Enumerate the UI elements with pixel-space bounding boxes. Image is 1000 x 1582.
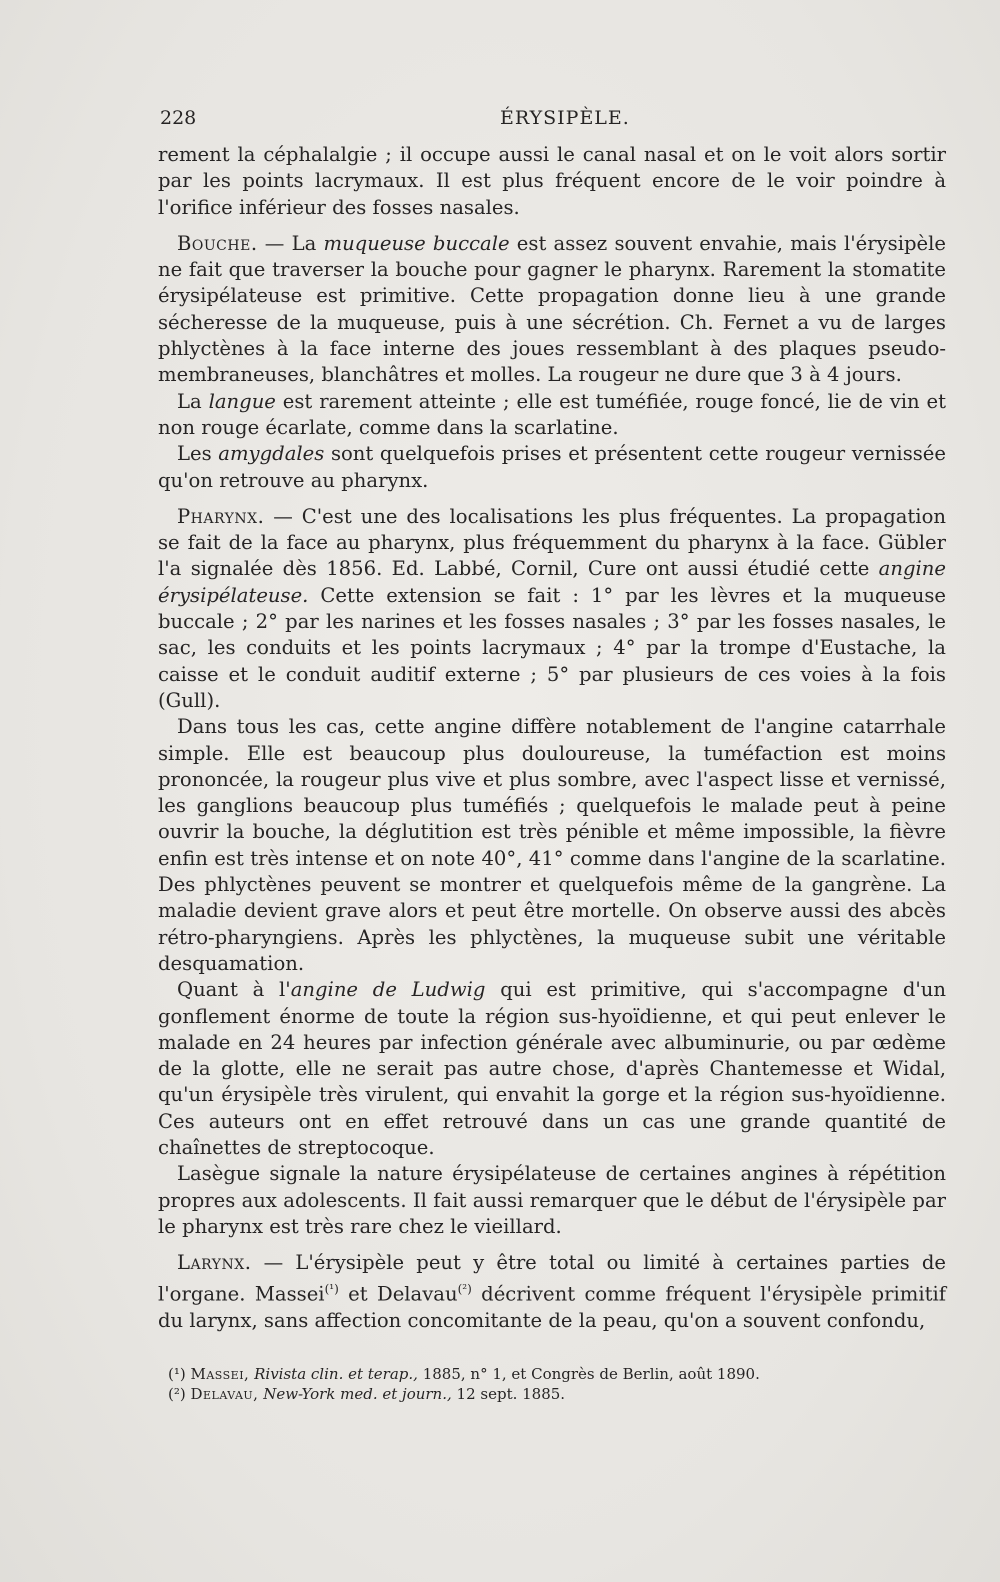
paragraph-langue [158,389,946,442]
paragraph-text: Quant à l' [177,978,291,1002]
paragraph-text: Dans tous les cas, cette angine diffère notablement de l'angine catarrhale simple. Elle est beaucoup plus douloureuse, la tuméfaction est moins prononcée, la rougeur plus vive et plus sombre, avec l'aspect lisse et vernissé, les ganglions beaucoup plus tuméfiés ; quelquefois le malade peut à peine ouvrir la bouche, la déglutition est très pénible et même impossible, la fièvre enfin est très intense et on note 40°, 41° comme dans l'angine de la scarlatine. Des phlyctènes peuvent se montrer et quelquefois même de la gangrène. La maladie devient grave alors et peut être mortelle. On observe aussi des abcès rétro-pharyngiens. Après les phlyctènes, la muqueuse subit une véritable desquamation. [158,715,946,975]
paragraph-text: décrivent comme fréquent l'érysipèle primitif du larynx, sans affection concomitante de la peau, qu'on a souvent confondu, [158,1283,946,1333]
footnote-1 [168,1364,938,1384]
paragraph-text: qui est primitive, qui s'accompagne d'un gonflement énorme de toute la région sus-hyoïdienne, et qui peut enlever le malade en 24 heures par infection générale avec albuminurie, ou par œdème de la glotte, elle ne serait pas autre chose, d'après Chantemesse et Widal, qu'un érysipèle très virulent, qui envahit la gorge et la région sus-hyoïdienne. Ces auteurs ont en effet retrouvé dans un cas une grande quantité de chaînettes de streptocoque. [158,978,946,1159]
footnote-title: Rivista clin. et terap., [254,1365,418,1383]
paragraph-pharynx [158,504,946,714]
footnote-mark: (²) [168,1385,186,1403]
paragraph-text: sont quelquefois prises et présentent cette rougeur vernissée qu'on retrouve au pharynx. [158,442,946,492]
page-header [160,107,950,135]
paragraph-amygdales [158,441,946,494]
footnote-author: Massei, [190,1365,250,1383]
paragraph-larynx [158,1250,946,1334]
footnote-2 [168,1384,938,1404]
italic-term: muqueuse buccale [323,231,510,255]
paragraph-ludwig [158,977,946,1161]
section-heading-larynx: Larynx. [177,1251,252,1275]
paragraph-text: et Delavau [338,1283,458,1306]
paragraph-continuation [158,142,946,221]
paragraph-text: — L'érysipèle peut y être total ou limité à certaines parties de l'organe. Massei [158,1251,946,1306]
paragraph-text: est assez souvent envahie, mais l'érysipèle ne fait que traverser la bouche pour gagner le pharynx. Rarement la stomatite érysipélateuse est primitive. Cette propagation donne lieu à une grande sécheresse de la muqueuse, puis à une sécrétion. Ch. Fernet a vu de larges phlyctènes à la face interne des joues ressemblant à des plaques pseudo-membraneuses, blanchâtres et molles. La rougeur ne dure que 3 à 4 jours. [158,231,946,387]
running-title: ÉRYSIPÈLE. [500,107,630,129]
footnote-text: 12 sept. 1885. [451,1385,566,1403]
footnote-mark: (¹) [168,1365,186,1383]
paragraph-text: — C'est une des localisations les plus fréquentes. La propagation se fait de la face au pharynx, plus fréquemment du pharynx à la face. Gübler l'a signalée dès 1856. Ed. Labbé, Cornil, Cure ont aussi étudié cette [158,504,946,581]
footnote-ref-1: (¹) [324,1282,339,1297]
page-number: 228 [160,107,197,129]
paragraph-bouche [158,231,946,389]
footnote-text: 1885, n° 1, et Congrès de Berlin, août 1890. [417,1365,760,1383]
paragraph-text: rement la céphalalgie ; il occupe aussi le canal nasal et on le voit alors sortir par les points lacrymaux. Il est plus fréquent encore de le voir poindre à l'orifice inférieur des fosses nasales. [158,143,946,219]
paragraph-text: Lasègue signale la nature érysipélateuse de certaines angines à répétition propres aux adolescents. Il fait aussi remarquer que le début de l'érysipèle par le pharynx est très rare chez le vieillard. [158,1162,946,1238]
italic-term: angine érysipélateuse. [158,557,946,607]
footnotes [168,1364,938,1404]
section-heading-bouche: Bouche. [177,231,258,255]
footnote-ref-2: (²) [457,1282,472,1297]
paragraph-text: est rarement atteinte ; elle est tuméfiée, rouge foncé, lie de vin et non rouge écarlate, comme dans la scarlatine. [158,389,946,439]
italic-term: angine de Ludwig [290,978,486,1002]
italic-term: amygdales [218,442,325,466]
italic-term: langue [208,389,276,413]
paragraph-text: La [177,389,209,413]
paragraph-text: — La [257,231,324,255]
footnote-author: Delavau, [190,1385,259,1403]
page-body [158,142,946,1335]
paragraph-angine [158,714,946,977]
paragraph-text: Cette extension se fait : 1° par les lèvres et la muqueuse buccale ; 2° par les narines et les fosses nasales ; 3° par les fosses nasales, le sac, les conduits et les points lacrymaux ; 4° par la trompe d'Eustache, la caisse et le conduit auditif externe ; 5° par plusieurs de ces voies à la fois (Gull). [158,583,946,712]
paragraph-lasegue [158,1161,946,1240]
footnote-title: New-York med. et journ., [263,1385,452,1403]
section-heading-pharynx: Pharynx. [177,504,265,528]
paragraph-text: Les [177,442,219,466]
